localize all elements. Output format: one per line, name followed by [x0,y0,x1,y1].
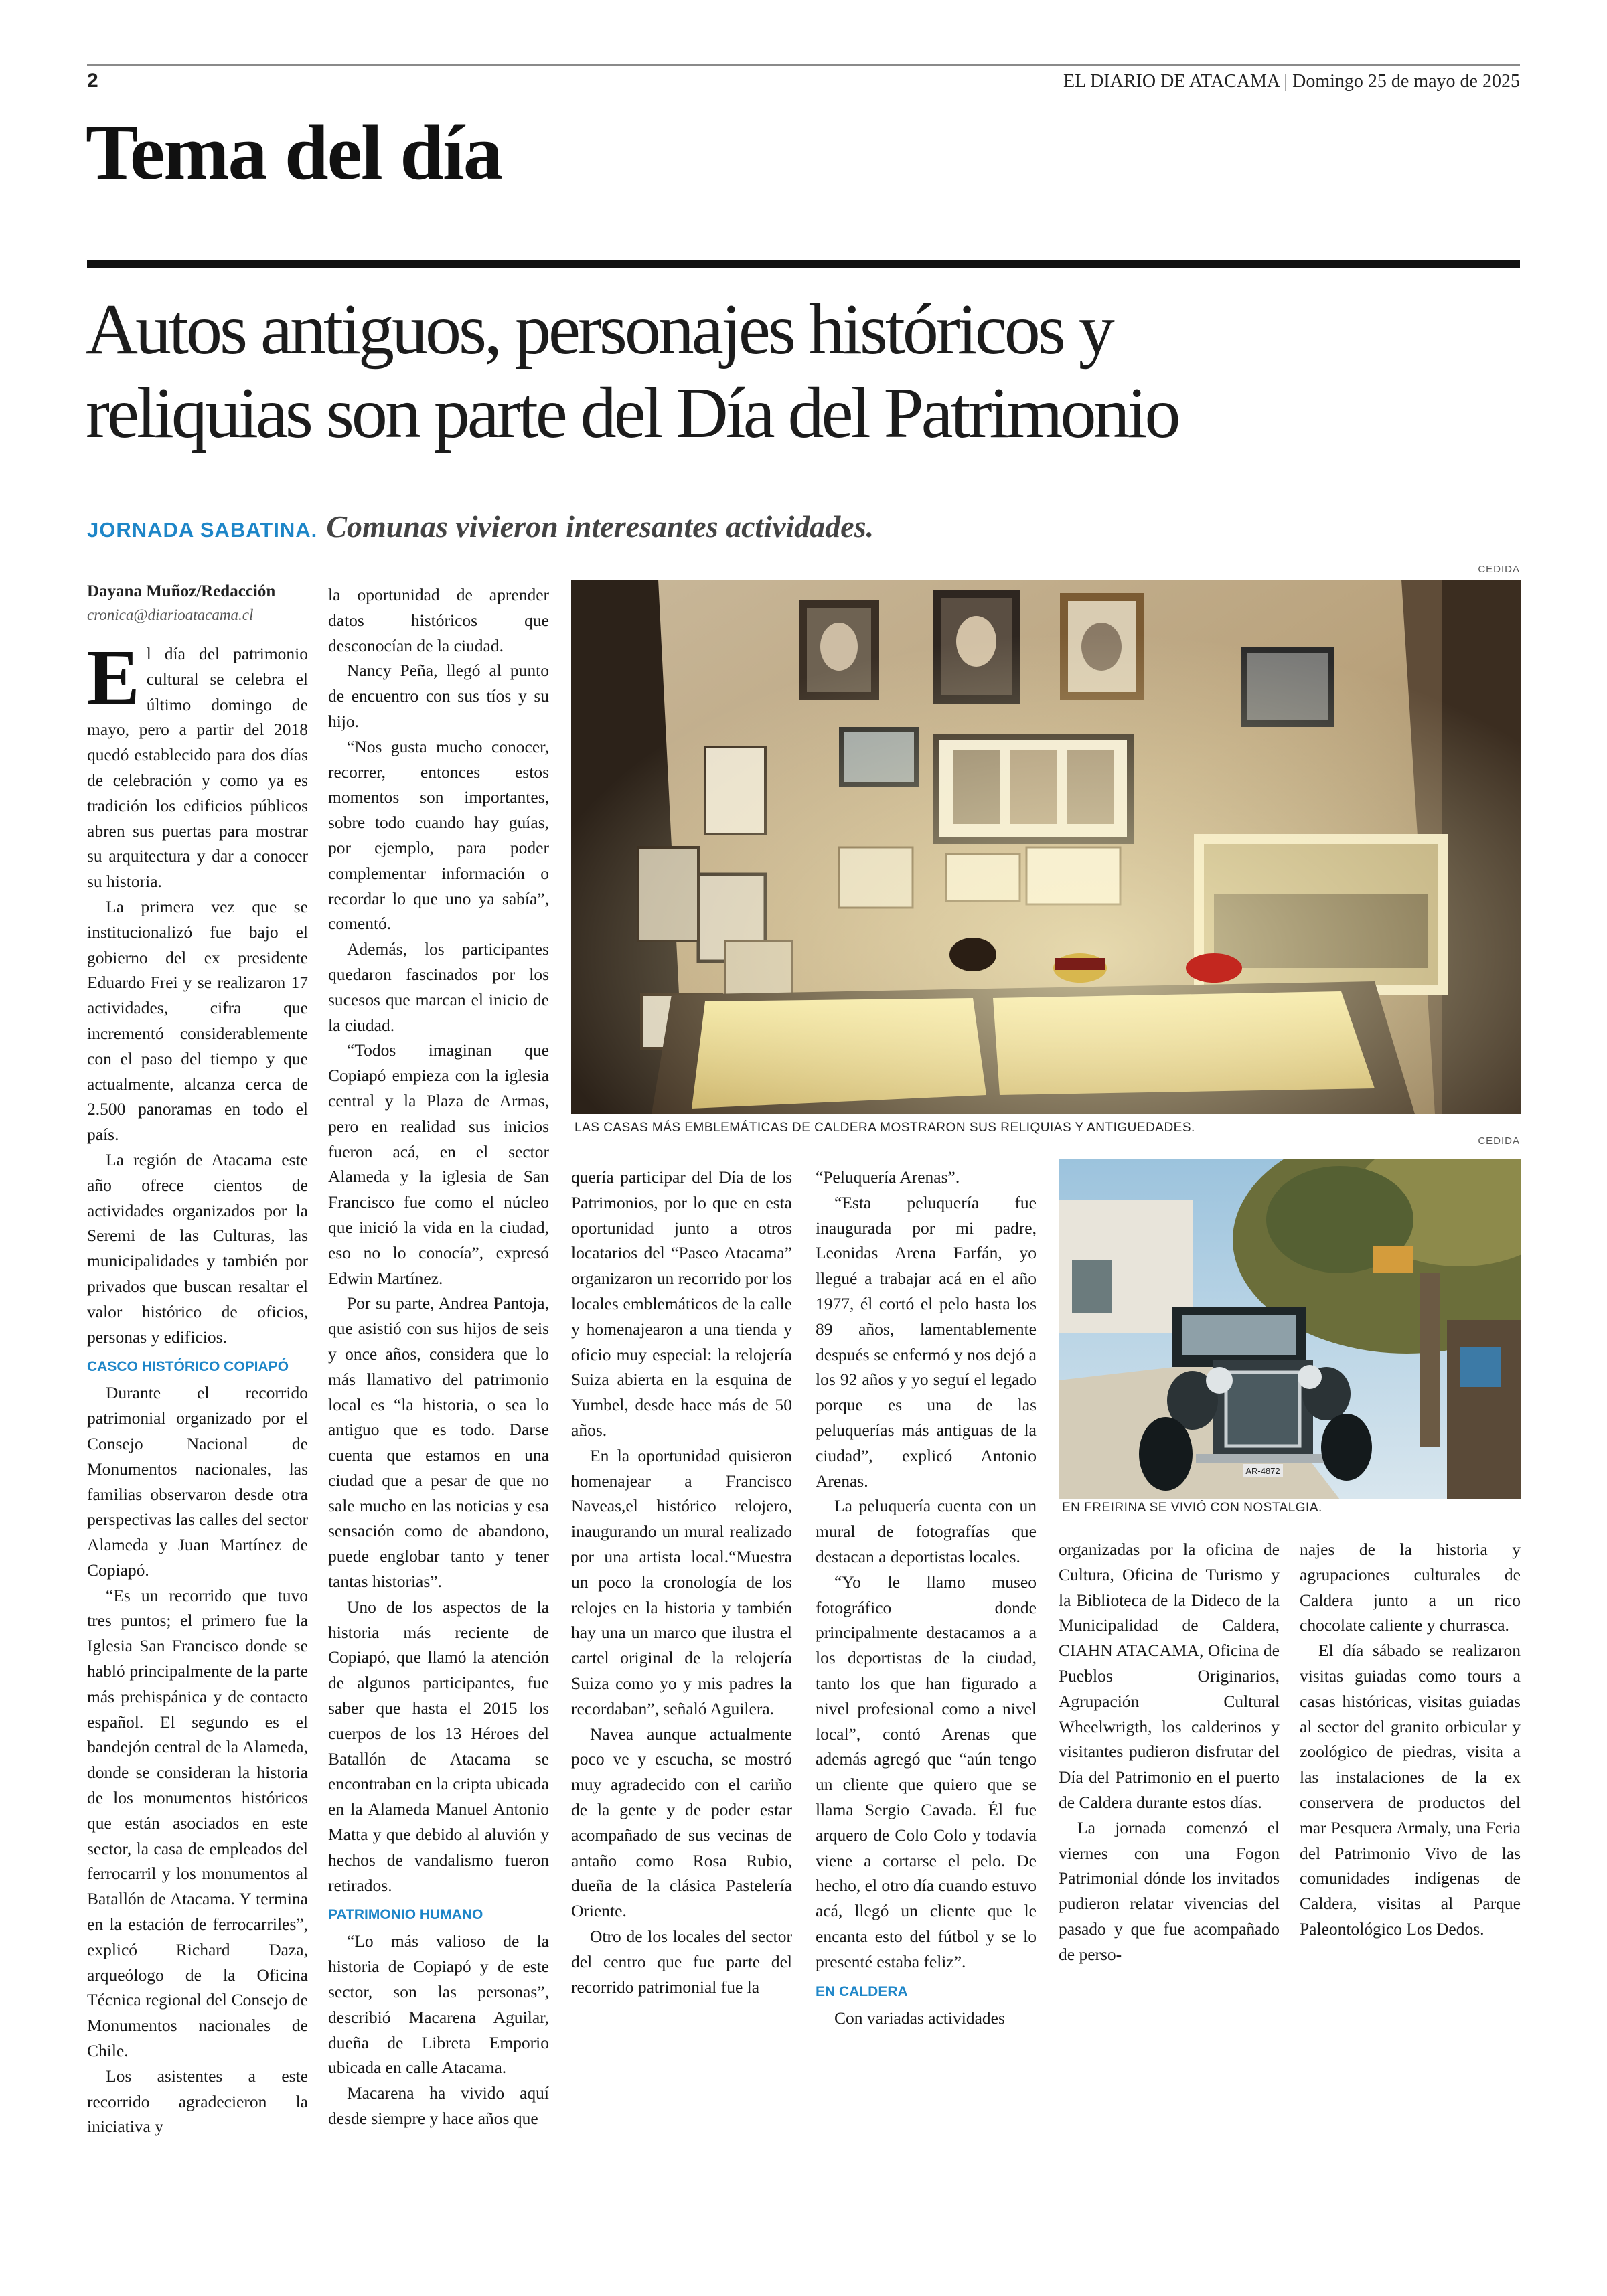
paragraph: Navea aunque actualmente poco ve y escucha, se mostró muy agradecido con el cariño de la gente y de poder estar acompañado de sus vecinas de antaño como Rosa Rubio, dueña de la clásica Pastelería Oriente. [571,1724,792,1921]
paragraph: “Yo le llamo museo fotográfico donde principalmente destacamos a a los deportistas de la ciudad, tanto los que han figurado a nivel profesional como a nivel local”, contó Arenas que además agregó que “aún tengo un cliente que quiero que se llama Sergio Cavada. Él fue arquero de Colo Colo y todavía viene a cortarse el pelo. De hecho, el otro día cuando estuvo acá, llegó un cliente que le encanta esto del fútbol y se lo presenté estaba feliz”. [816,1572,1037,1971]
paragraph: “Nos gusta mucho conocer, recorrer, entonces estos momentos son importantes, sobre todo cuando hay guías, por ejemplo, para poder complementar información o recordar lo que uno ya sabía”, comentó. [328,736,549,934]
deck-text: Comunas vivieron interesantes actividades. [326,509,874,544]
column-6 [1300,1537,1521,1942]
photo1-caption: LAS CASAS MÁS EMBLEMÁTICAS DE CALDERA MOSTRARON SUS RELIQUIAS Y ANTIGUEDADES. [575,1121,1195,1135]
column-1 [87,580,308,2139]
subheading-casco-historico: CASCO HISTÓRICO COPIAPÓ [87,1359,289,1375]
paragraph-intro: El día del patrimonio cultural se celebra el último domingo de mayo, pero a partir del 2018 quedó establecido para dos días de celebración y como ya es tradición los edificios públicos abren sus puertas para mostrar su arquitectura y dar a conocer su historia. [87,633,308,892]
paragraph: Nancy Peña, llegó al punto de encuentro con sus tíos y su hijo. [328,661,549,731]
headline-line-2: reliquias son parte del Día del Patrimonio [86,374,1178,454]
paragraph: najes de la historia y agrupaciones culturales de Caldera junto a un rico chocolate caliente y churrasca. [1300,1540,1521,1635]
byline: Dayana Muñoz/Redacción [87,582,276,600]
paragraph: organizadas por la oficina de Cultura, Oficina de Turismo y la Biblioteca de la Dideco de la Municipalidad de Caldera, CIAHN ATACAMA, Oficina de Pueblos Originarios, Agrupación Cultural Wheelwrigth, los calderinos y visitantes pudieron disfrutar del Día del Patrimonio en el puerto de Caldera durante estos días. [1059,1540,1280,1812]
paragraph: La peluquería cuenta con un mural de fotografías que destacan a deportistas locales. [816,1496,1037,1566]
paragraph: “Es un recorrido que tuvo tres puntos; el primero fue la Iglesia San Francisco donde se habló principalmente de la parte más prehispánica y de contacto español. El segundo es el bandejón central de la Alameda, donde se consideran la historia de los monumentos históricos que están asociados en este sector, la casa de empleados del ferrocarril y los monumentos al Batallón de Atacama. Y termina en la estación de ferrocarriles”, explicó Richard Daza, arqueólogo de la Oficina Técnica regional del Consejo de Monumentos nacionales de Chile. [87,1585,308,2061]
top-rule [87,64,1520,66]
column-4 [816,1165,1037,2030]
page-number: 2 [87,70,98,92]
vintage-car-photo [1059,1159,1521,1499]
subheading-en-caldera: EN CALDERA [816,1983,908,1999]
paragraph: Macarena ha vivido aquí desde siempre y hace años que [328,2083,549,2129]
photo2-caption: EN FREIRINA SE VIVIÓ CON NOSTALGIA. [1062,1501,1322,1515]
paragraph: quería participar del Día de los Patrimonios, por lo que en esta oportunidad junto a otros locatarios del “Paseo Atacama” organizaron un recorrido por los locales emblemáticos de la calle y homenajearon a una tienda y oficio muy especial: la relojería Suiza abierta en la esquina de Yumbel, desde hace más de 50 años. [571,1167,792,1440]
column-3 [571,1165,792,1999]
paragraph: Durante el recorrido patrimonial organizado por el Consejo Nacional de Monumentos nacionales, las familias observaron desde otra perspectivas las calles del sector Alameda y Juan Martínez de Copiapó. [87,1383,308,1580]
paragraph: “Peluquería Arenas”. [816,1167,960,1187]
deck [87,509,874,544]
paragraph: La jornada comenzó el viernes con una Fogon Patrimonial dónde los invitados pudieron relatar vivencias del pasado y que fue acompañado de perso- [1059,1817,1280,1964]
section-rule [87,260,1520,268]
paragraph: Uno de los aspectos de la historia más reciente de Copiapó, que llamó la atención de algunos participantes, fue saber que hasta el 2015 los cuerpos de los 13 Héroes del Batallón de Atacama se encontraban en la cripta ubicada en la Alameda Manuel Antonio Matta y que debido al aluvión y hechos de vandalismo fueron retirados. [328,1596,549,1895]
museum-photo [571,580,1521,1114]
paragraph: La primera vez que se institucionalizó fue bajo el gobierno del ex presidente Eduardo Frei y se realizaron 17 actividades, cifra que incrementó considerablemente con el paso del tiempo y que actualmente, alcanza cerca de 2.500 panoramas en todo el país. [87,896,308,1145]
column-5 [1059,1537,1280,1967]
paragraph: “Lo más valioso de la historia de Copiapó y de este sector, son las personas”, describió Macarena Aguilar, dueña de Libreta Emporio ubicada en calle Atacama. [328,1931,549,2078]
paragraph: Además, los participantes quedaron fascinados por los sucesos que marcan el inicio de la ciudad. [328,939,549,1035]
paragraph: Con variadas actividades [834,2007,1005,2028]
license-plate: AR-4872 [1245,1466,1280,1476]
subheading-patrimonio-humano: PATRIMONIO HUMANO [328,1907,483,1923]
section-title: Tema del día [86,108,502,196]
paragraph: En la oportunidad quisieron homenajear a Francisco Naveas,el histórico relojero, inaugurando un mural realizado por una artista local.“Muestra un poco la cronología de los relojes en la historia y también hay una un marco que ilustra el cartel original de la relojería Suiza como yo y mis padres la recordaban”, señaló Aguilera. [571,1445,792,1718]
photo2-credit: CEDIDA [1478,1135,1520,1147]
paragraph: La región de Atacama este año ofrece cientos de actividades organizados por la Seremi de las Culturas, las municipalidades y también por privados que buscan resaltar el valor histórico de oficios, personas y edificios. [87,1149,308,1347]
headline [86,288,1525,456]
paragraph: El día sábado se realizaron visitas guiadas como tours a casas históricas, visitas guiadas al sector del granito orbicular y zoológico de piedras, visita a las instalaciones de la ex conservera de productos del mar Pesquera Armaly, una Feria del Patrimonio Vivo de las comunidades indígenas de Caldera, visitas al Parque Paleontológico Los Dedos. [1300,1641,1521,1939]
headline-line-1: Autos antiguos, personajes históricos y [86,290,1112,370]
photo1-credit: CEDIDA [1478,564,1520,575]
paragraph: la oportunidad de aprender datos históricos que desconocían de la ciudad. [328,585,549,655]
paragraph: Otro de los locales del sector del centro que fue parte del recorrido patrimonial fue la [571,1926,792,1997]
author-email: cronica@diarioatacama.cl [87,606,254,623]
drop-cap: E [87,633,140,721]
paragraph: “Todos imaginan que Copiapó empieza con la iglesia central y la Plaza de Armas, pero en realidad sus inicios fueron acá, en el sector Alameda y la iglesia de San Francisco fue como el núcleo que inició la vida en la ciudad, eso no lo conocía”, expresó Edwin Martínez. [328,1040,549,1288]
paragraph: “Esta peluquería fue inaugurada por mi padre, Leonidas Arena Farfán, yo llegué a trabajar acá en el año 1977, él cortó el pelo hasta los 89 años, lamentablemente después se enfermó y nos dejó a los 92 años y yo seguí el legado porque es una de las peluquerías más antiguas de la ciudad”, explicó Antonio Arenas. [816,1192,1037,1491]
kicker: JORNADA SABATINA. [87,518,318,542]
masthead: EL DIARIO DE ATACAMA | Domingo 25 de mayo de 2025 [1063,71,1520,92]
paragraph: Los asistentes a este recorrido agradecieron la iniciativa y [87,2066,308,2137]
column-2 [328,582,549,2131]
paragraph: Por su parte, Andrea Pantoja, que asistió con sus hijos de seis y once años, considera que lo más llamativo del patrimonio local es “la historia, o sea lo antiguo que es todo. Darse cuenta que estamos en una ciudad que a pesar de que no sale mucho en las noticias y esa sensación como de abandono, puede englobar tanto y tener tantas historias”. [328,1293,549,1592]
